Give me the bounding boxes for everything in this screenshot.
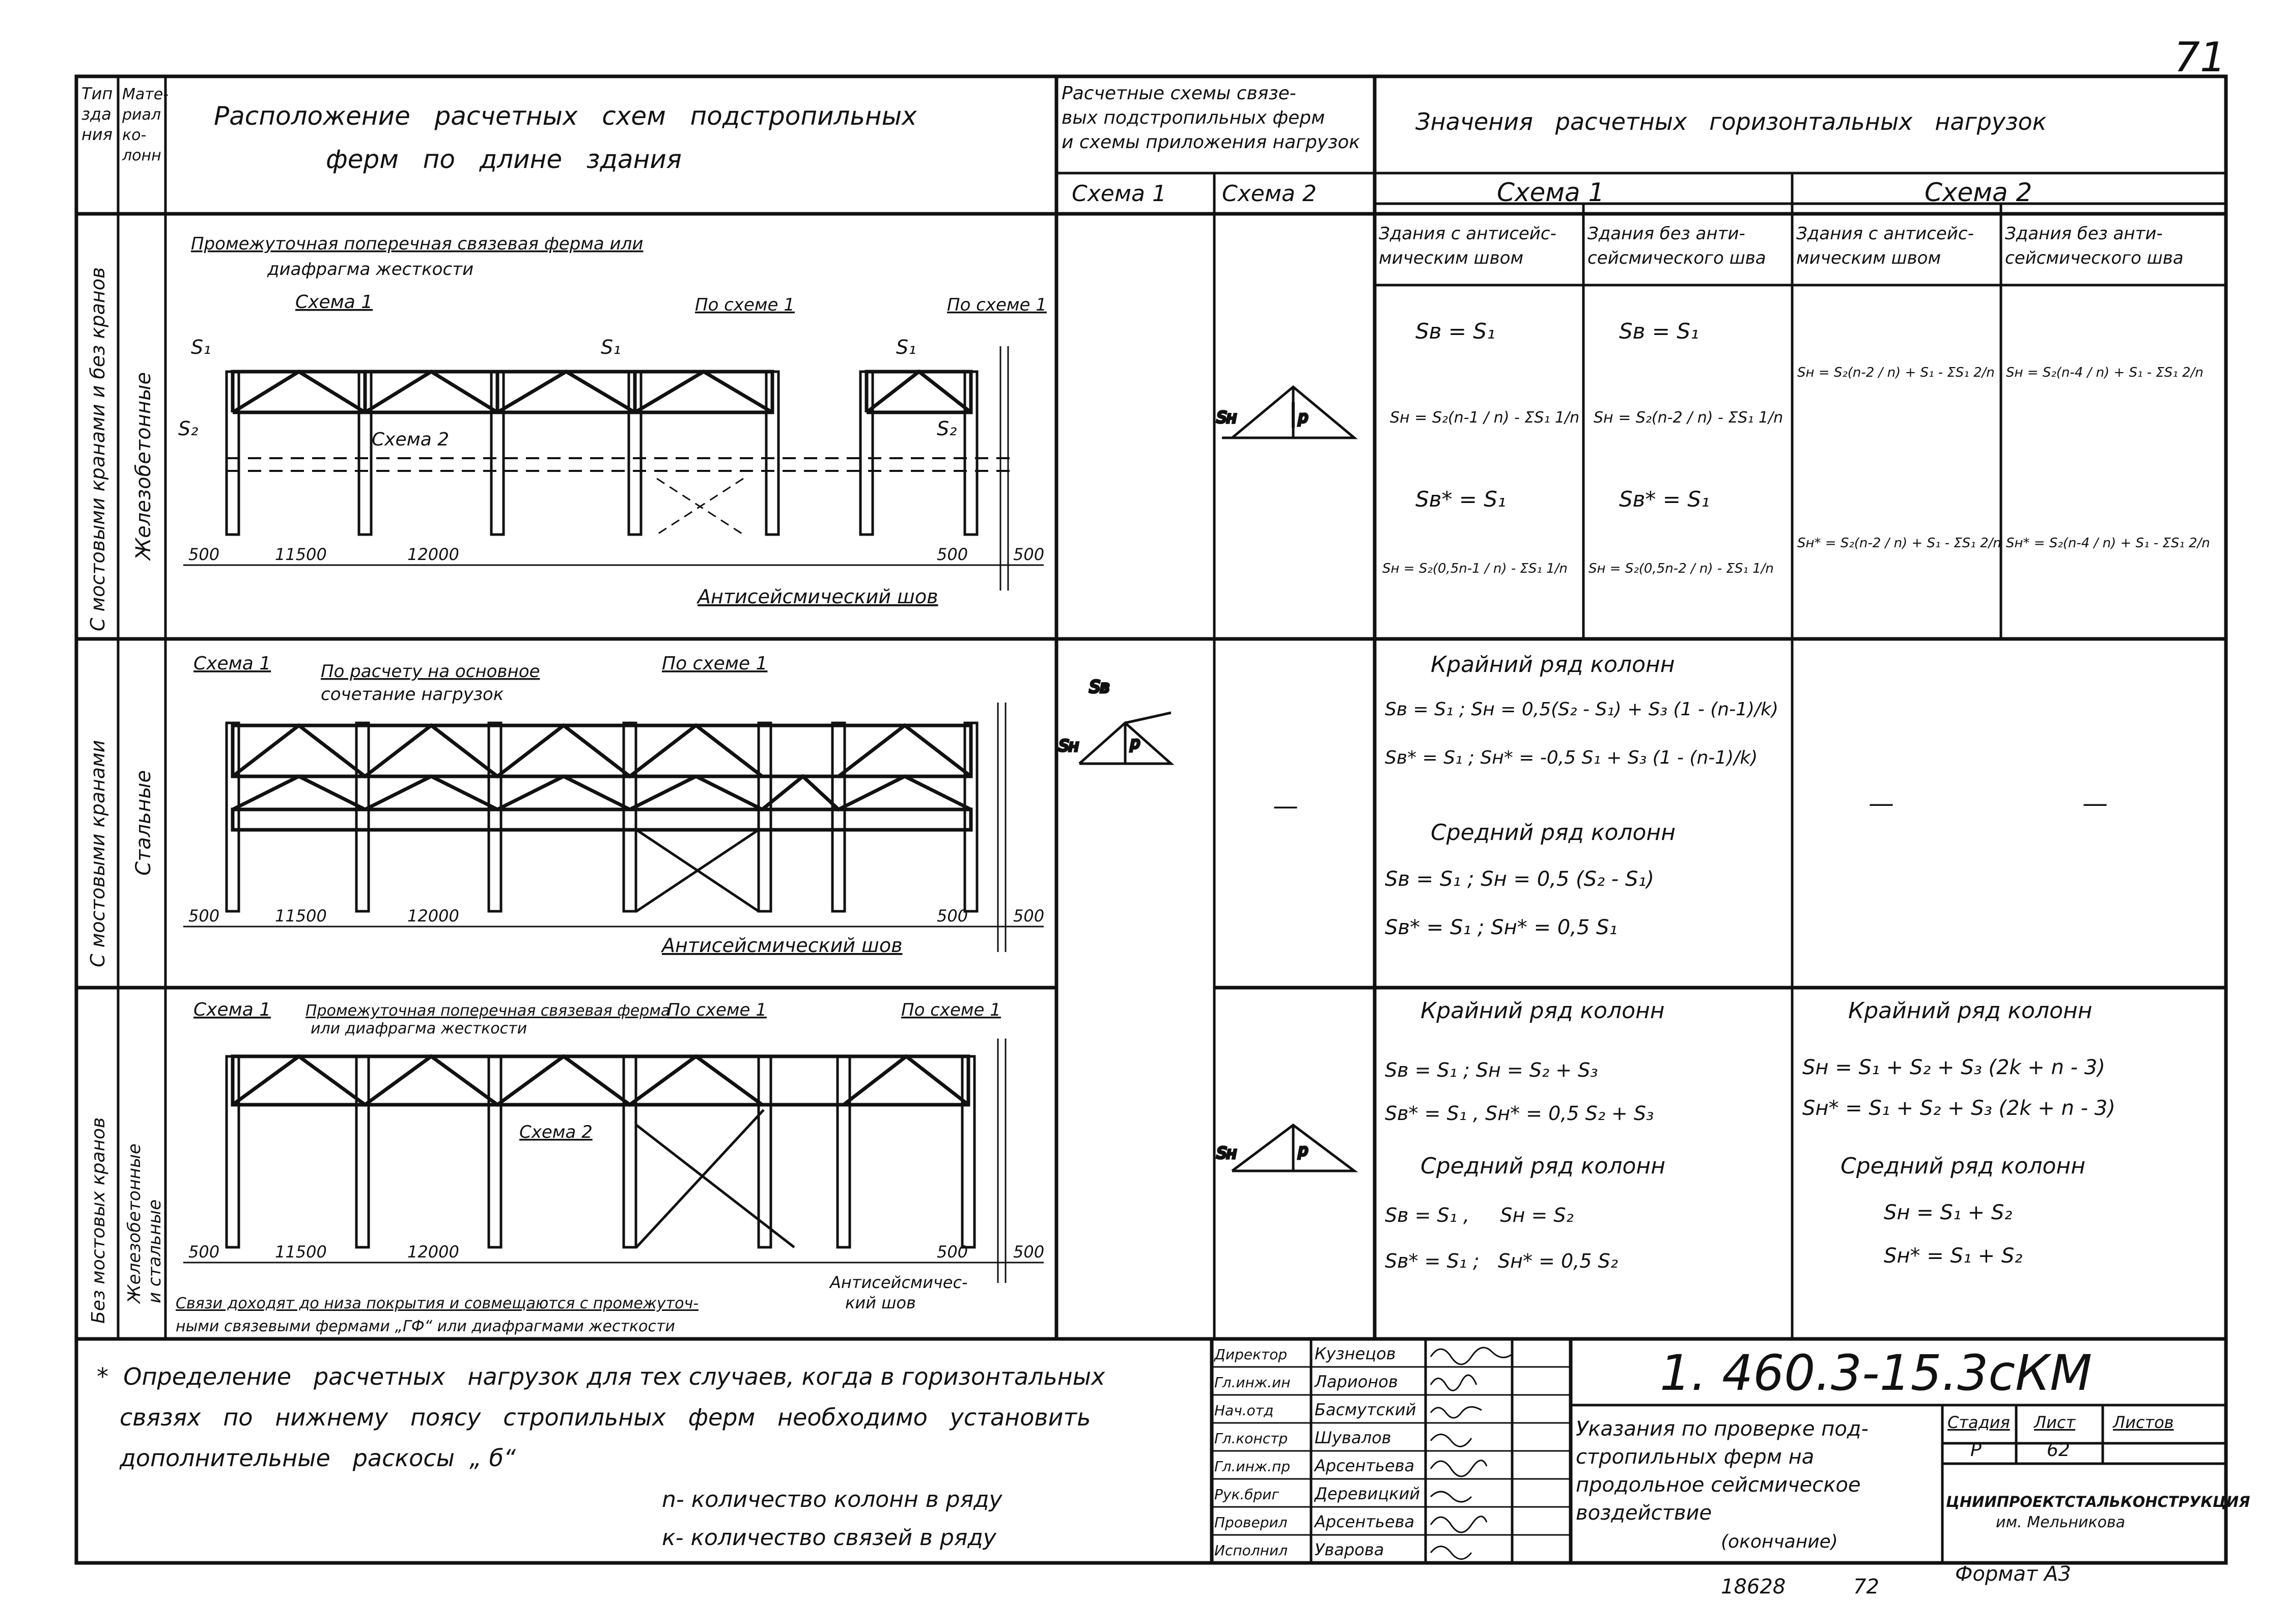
row1-note-1: Промежуточная поперечная связевая ферма или [191,234,644,254]
scheme-sketch-row3 [1217,1125,1354,1171]
scheme1-p-label: p [1298,409,1308,427]
r3-f2-6: Sн* = S₁ + S₂ [1884,1244,2023,1268]
row3-layout-drawing [176,999,1044,1335]
title-block [1212,1339,2250,1563]
row2-material: Стальные [132,770,155,876]
drawing-title-4: воздействие [1576,1501,1712,1525]
stamp-role-2: Гл.инж.ин [1214,1374,1291,1391]
legend-1: n- количество колонн в ряду [662,1487,1002,1513]
row3-note-4: По схеме 1 [667,1000,767,1020]
r2-f6: Sв* = S₁ ; Sн* = 0,5 S₁ [1385,916,1618,939]
r1-f14a: Sв* = S₁ [1619,487,1710,512]
sheet-value: 62 [2047,1440,2070,1461]
row1-note-6: Схема 2 [372,429,450,450]
head-type: Тип зда ния [81,84,113,144]
sheet-label: Лист [2034,1413,2076,1432]
scheme2-sn-label: Sн [1059,737,1079,755]
row1-note-5: По схеме 1 [947,295,1047,315]
scheme2-p-label: p [1130,735,1140,752]
r2-f1: Крайний ряд колонн [1431,652,1675,678]
scheme-sketch-row1 [1217,387,1354,438]
r3-f2-3: Sн* = S₁ + S₂ + S₃ (2k + n - 3) [1802,1097,2115,1120]
sheets-label: Листов [2113,1413,2174,1432]
head-scheme2-col: Схема 2 [1222,181,1317,207]
row2-note-1: Схема 1 [193,653,271,674]
stamp-role-3: Нач.отд [1214,1402,1274,1419]
row1-force-5: S₂ [937,417,957,440]
row1-dim-1: 500 [188,545,220,564]
scheme1-sn-label: Sн [1217,409,1237,427]
head-layout: Расположение расчетных схем подстропильных [214,101,917,131]
row3-material: Железобетонныеи стальные [124,1143,165,1303]
r3-f2-4: Средний ряд колонн [1841,1153,2085,1179]
signatures [1431,1348,1512,1559]
row2-type: С мостовыми кранами [87,740,109,967]
drawing-title-2: стропильных ферм на [1576,1445,1815,1469]
row1-dim-4: 500 [937,545,968,564]
inventory-number-2: 72 [1853,1575,1879,1599]
row1-note-3: Схема 1 [295,292,373,313]
stamp-name-5: Арсентьева [1315,1456,1415,1475]
row3-dim-2: 11500 [275,1242,327,1262]
r1-f12b: Sн = S₂(n-2 / n) - ΣS₁ 1/n [1594,409,1784,427]
row3-note-10: ными связевыми фермами „ГФ“ или диафрагмами жесткости [176,1318,675,1335]
stamp-name-4: Шувалов [1315,1428,1391,1447]
stamp-role-5: Гл.инж.пр [1214,1458,1291,1475]
row1-force-2: S₁ [601,336,621,358]
stamp-role-1: Директор [1214,1346,1288,1363]
row3-note-1: Схема 1 [193,999,271,1020]
stamp-name-1: Кузнецов [1315,1344,1396,1363]
org-name-2: им. Мельникова [1996,1514,2126,1531]
row3-note-3: или диафрагма жесткости [311,1020,527,1038]
stamp-name-2: Ларионов [1315,1372,1398,1391]
r2-f5: Sв = S₁ ; Sн = 0,5 (S₂ - S₁) [1385,867,1654,891]
stage-value: Р [1970,1440,1982,1461]
r3-f1-3: Sв* = S₁ , Sн* = 0,5 S₂ + S₃ [1385,1102,1654,1125]
head-values: Значения расчетных горизонтальных нагрузок [1415,108,2047,135]
scheme3-sn-label: Sн [1217,1144,1237,1162]
legend-2: к- количество связей в ряду [662,1525,996,1551]
row2-dim-3: 12000 [407,906,459,926]
r3-f2-2: Sн = S₁ + S₂ + S₃ (2k + n - 3) [1802,1056,2105,1079]
head-material: Мате-риал ко-лонн [122,86,169,164]
row2-dim-1: 500 [188,906,220,926]
stamp-name-7: Арсентьева [1315,1512,1415,1531]
row1-material: Железобетонные [132,372,155,560]
r1-f24: Sн* = S₂(n-4 / n) + S₁ - ΣS₁ 2/n [2006,536,2210,551]
row2-scheme2-dash: — [1273,791,1298,821]
row1-type: С мостовыми кранами и без кранов [87,267,109,631]
r1-f21: Sн = S₂(n-2 / n) + S₁ - ΣS₁ 2/n [1797,365,1995,380]
stamp-role-4: Гл.констр [1214,1430,1288,1447]
row3-dim-5: 500 [1013,1242,1045,1262]
r1-f11a: Sв = S₁ [1415,319,1495,344]
row1-note-7: Антисейсмический шов [698,585,938,608]
stage-label: Стадия [1947,1413,2010,1432]
row3-note-8: кий шов [845,1293,916,1312]
stamp-name-6: Деревицкий [1315,1484,1420,1503]
row3-note-9: Связи доходят до низа покрытия и совмещаются с промежуточ- [176,1295,699,1312]
r3-f1-1: Крайний ряд колонн [1420,998,1665,1024]
r1-f12a: Sв = S₁ [1619,319,1699,344]
stamp-name-8: Уварова [1315,1540,1384,1559]
row2-layout-drawing [183,653,1044,957]
stamp-role-7: Проверил [1214,1514,1288,1531]
head-schemes: Расчетные схемы связе-вых подстропильных ферм и схемы приложения нагрузок [1062,83,1360,153]
scheme-sketch-row2 [1059,677,1171,764]
format-label: Формат А3 [1955,1562,2071,1586]
r1-f22: Sн = S₂(n-4 / n) + S₁ - ΣS₁ 2/n [2006,365,2204,380]
stamp-name-3: Басмутский [1315,1400,1416,1419]
row2-note-3: сочетание нагрузок [321,684,504,705]
row2-scheme2-values-dash-2: — [2082,789,2108,818]
drawing-title-3: продольное сейсмическое [1576,1473,1861,1497]
row3-note-5: По схеме 1 [901,1000,1001,1020]
r1-f23: Sн* = S₂(n-2 / n) + S₁ - ΣS₁ 2/n [1797,536,2001,551]
row3-note-7: Антисейсмичес- [830,1273,968,1292]
head-seismic-with-1: Здания с антисейс-мическим швом [1379,223,1556,268]
row1-note-4: По схеме 1 [695,295,795,315]
drawing-title-1: Указания по проверке под- [1576,1417,1869,1441]
r2-f3: Sв* = S₁ ; Sн* = -0,5 S₁ + S₃ (1 - (n-1)/k) [1385,747,1758,768]
row2-dim-5: 500 [1013,906,1045,926]
row3-dim-1: 500 [188,1242,220,1262]
r3-f2-1: Крайний ряд колонн [1848,998,2093,1024]
row2-note-4: По схеме 1 [662,653,768,674]
row3-note-2: Промежуточная поперечная связевая ферма [305,1002,671,1020]
row2-note-5: Антисейсмический шов [662,934,903,957]
head-scheme1-col: Схема 1 [1072,181,1166,207]
row1-force-3: S₁ [896,336,916,358]
head-layout2: ферм по длине здания [326,145,682,174]
scheme2-sb-label: Sв [1090,677,1110,696]
r2-f2: Sв = S₁ ; Sн = 0,5(S₂ - S₁) + S₃ (1 - (n-1)/k) [1385,699,1779,720]
r3-f2-5: Sн = S₁ + S₂ [1884,1201,2013,1224]
row2-scheme2-values-dash-1: — [1869,789,1894,818]
row2-dim-4: 500 [937,906,968,926]
row3-dim-4: 500 [937,1242,968,1262]
r1-f13a: Sв* = S₁ [1415,487,1506,512]
row1-force-1: S₁ [191,336,211,358]
row3-note-6: Схема 2 [519,1122,593,1142]
row1-dim-3: 12000 [407,545,459,564]
row1-force-4: S₂ [178,417,199,440]
drawing-subtitle: (окончание) [1721,1531,1838,1552]
row1-dim-5: 500 [1013,545,1045,564]
head-scheme2-values: Схема 2 [1925,178,2032,207]
r3-f1-6: Sв* = S₁ ; Sн* = 0,5 S₂ [1385,1250,1618,1272]
r1-f14b: Sн = S₂(0,5n-2 / n) - ΣS₁ 1/n [1589,561,1774,576]
row3-dim-3: 12000 [407,1242,459,1262]
row1-dim-2: 11500 [275,545,327,564]
row2-note-2: По расчету на основное [321,661,540,682]
row3-type: Без мостовых кранов [88,1117,109,1324]
r3-f1-4: Средний ряд колонн [1420,1153,1665,1179]
row1-note-2: диафрагма жесткости [267,259,474,279]
head-seismic-with-2: Здания с антисейс-мическим швом [1796,223,1974,268]
stamp-role-8: Исполнил [1214,1542,1288,1559]
stamp-role-6: Рук.бриг [1214,1486,1279,1503]
row2-dim-2: 11500 [275,906,327,926]
scheme3-p-label: p [1298,1142,1308,1160]
page-number: 71 [2174,34,2226,81]
drawing-code: 1. 460.3-15.3сКМ [1660,1345,2093,1402]
r3-f1-5: Sв = S₁ , Sн = S₂ [1385,1204,1574,1226]
footnote-3: дополнительные раскосы „ б“ [120,1444,516,1472]
r1-f13b: Sн = S₂(0,5n-1 / n) - ΣS₁ 1/n [1382,561,1568,576]
inventory-number: 18628 [1721,1575,1786,1599]
r3-f1-2: Sв = S₁ ; Sн = S₂ + S₃ [1385,1059,1598,1081]
footnote-1: * Определение расчетных нагрузок для тех случаев, когда в горизонтальных [97,1363,1105,1390]
r2-f4: Средний ряд колонн [1431,820,1676,846]
footnote-2: связях по нижнему поясу стропильных ферм необходимо установить [120,1404,1091,1431]
head-scheme1-values: Схема 1 [1497,178,1605,207]
head-seismic-without-2: Здания без анти-сейсмического шва [2005,223,2184,268]
head-seismic-without-1: Здания без анти-сейсмического шва [1587,223,1766,268]
row1-layout-drawing [178,234,1047,608]
org-name: ЦНИИПРОЕКТСТАЛЬКОНСТРУКЦИЯ [1946,1493,2250,1510]
r1-f11b: Sн = S₂(n-1 / n) - ΣS₁ 1/n [1390,409,1580,427]
